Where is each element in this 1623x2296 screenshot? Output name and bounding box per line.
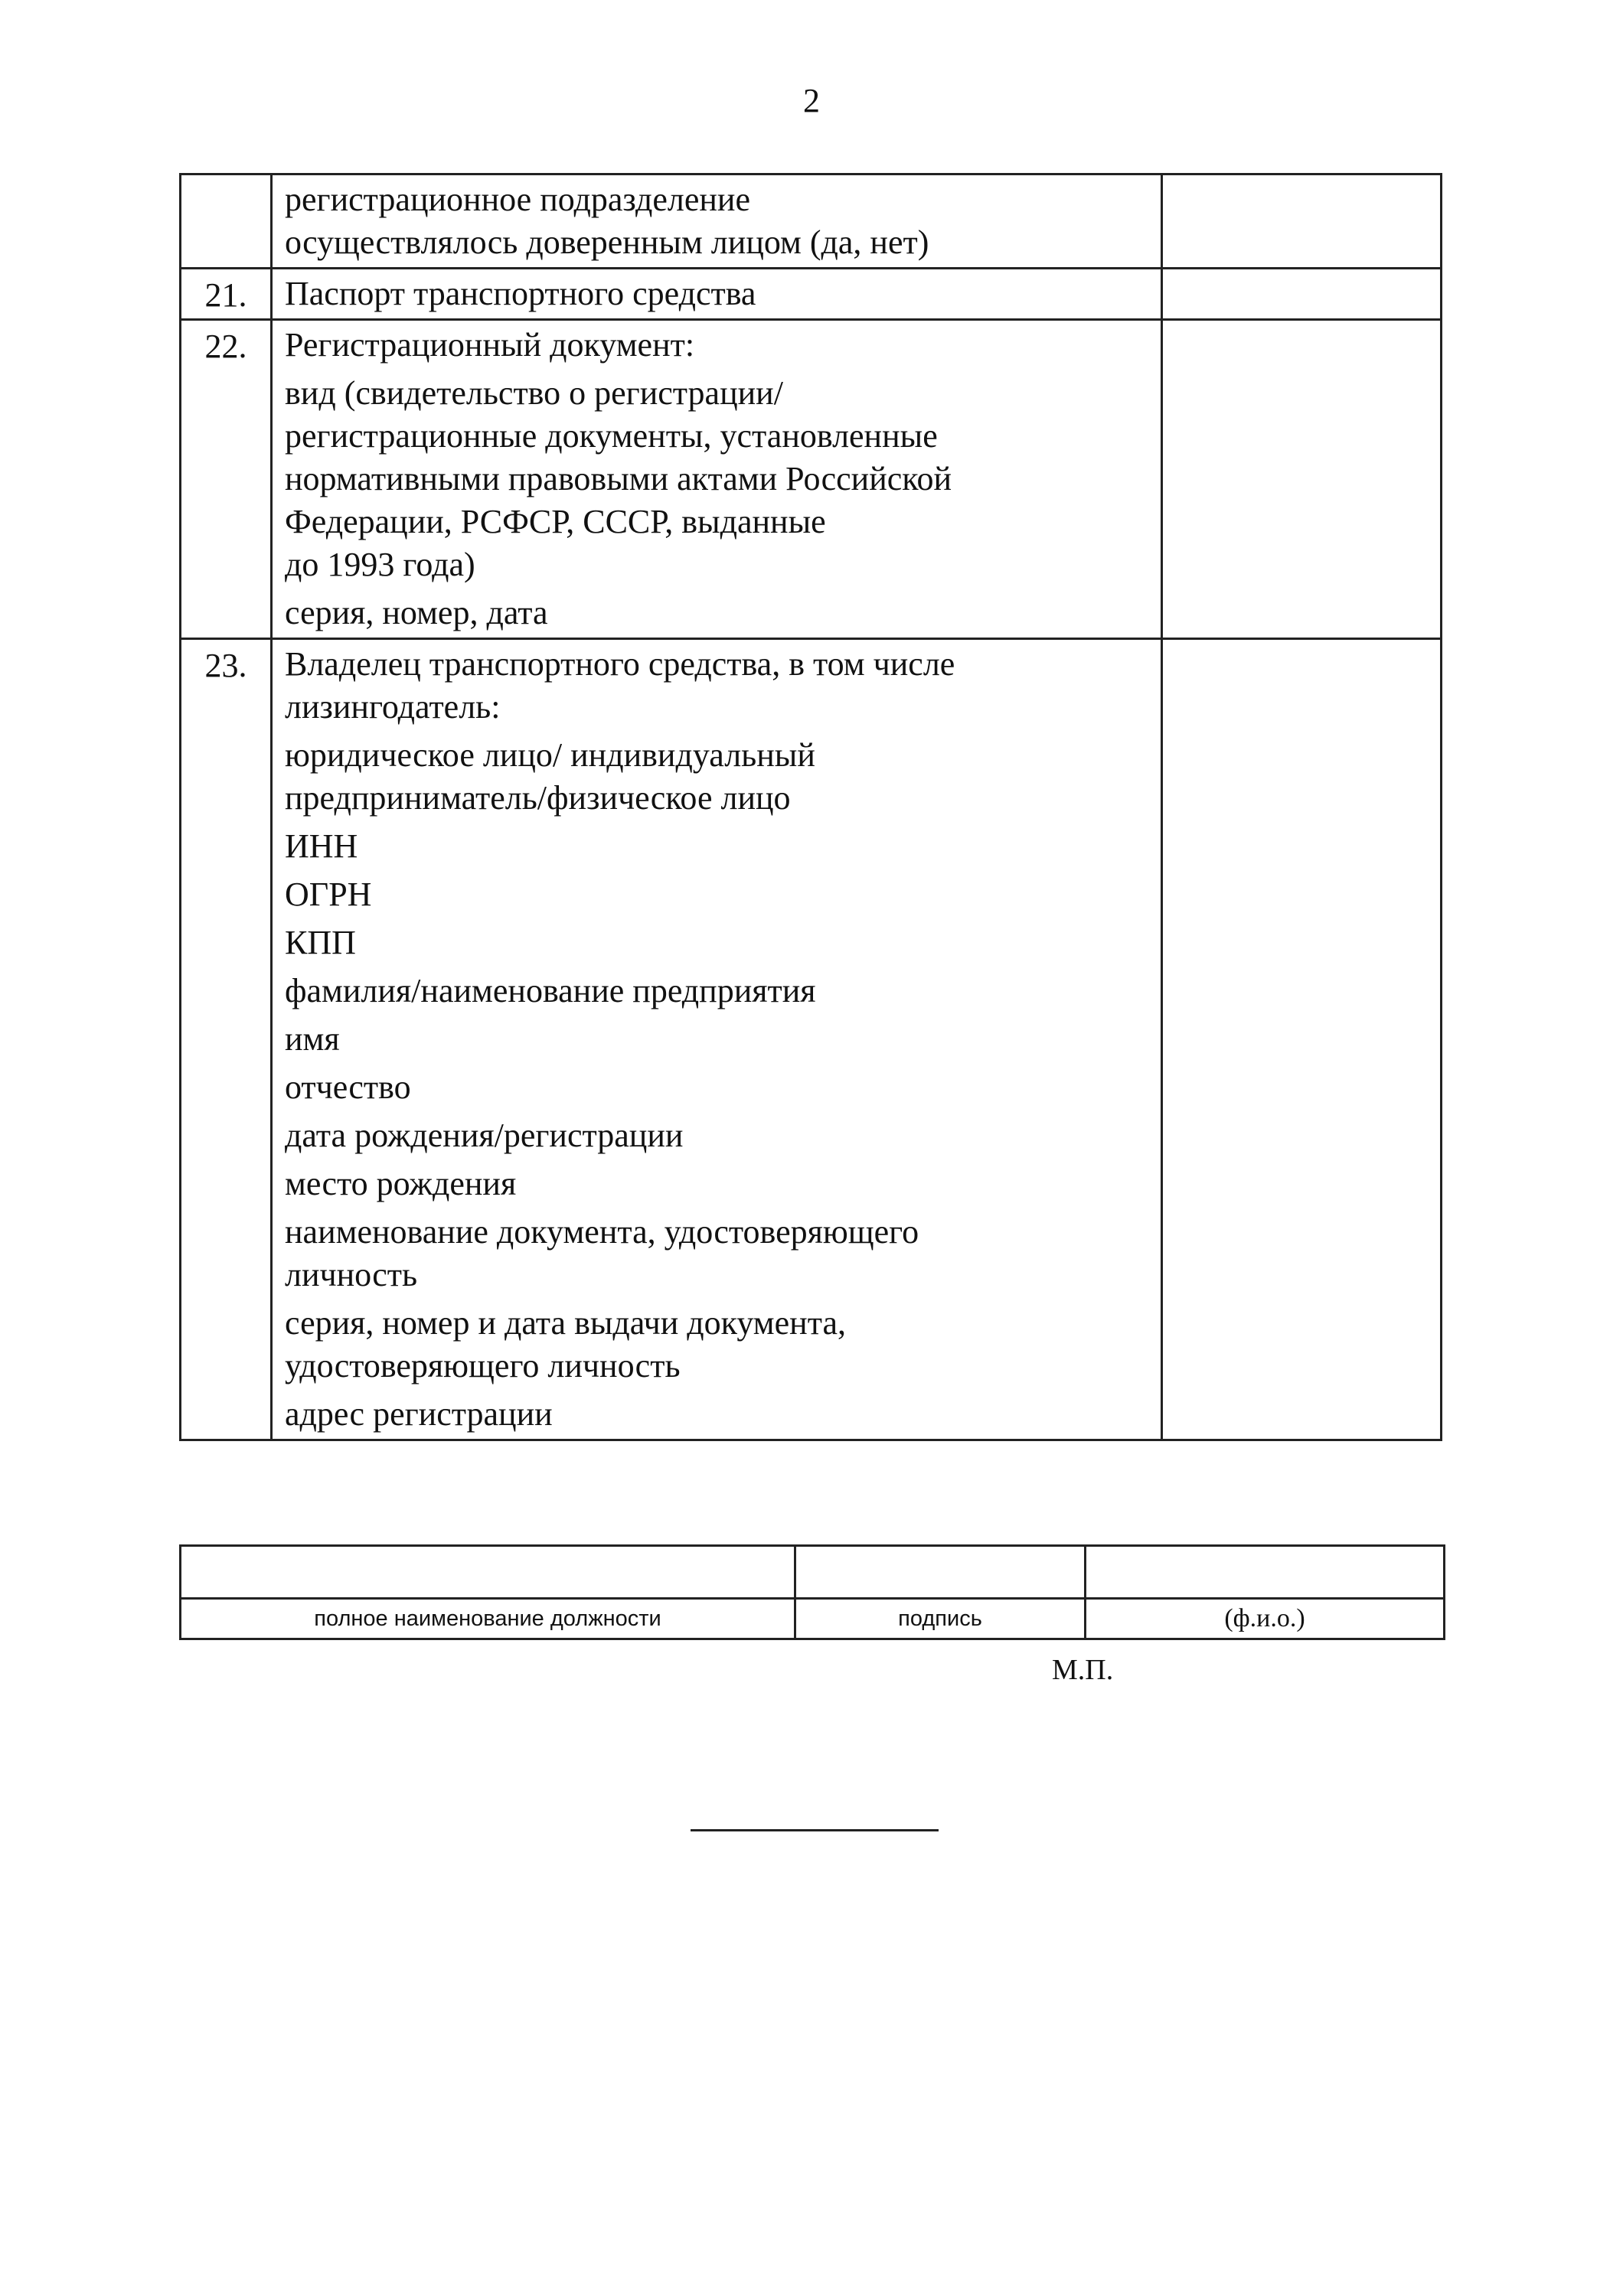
table-row [181, 639, 1442, 1440]
vehicle-data-table-body [181, 174, 1442, 1440]
row-description-cell [272, 269, 1162, 320]
field-label [285, 1114, 1150, 1157]
end-of-document-line [691, 1829, 939, 1831]
row-description-cell [272, 174, 1162, 269]
table-row [181, 269, 1442, 320]
field-label [285, 921, 1150, 964]
row-number: 22. [204, 328, 247, 365]
field-label [285, 1302, 1150, 1388]
field-label [285, 324, 1150, 367]
signature-table [179, 1544, 1445, 1640]
field-label [285, 734, 1150, 820]
field-label-line: дата рождения/регистрации [285, 1117, 684, 1154]
row-number-cell [181, 320, 272, 639]
field-label-line: регистрационное подразделение [285, 181, 751, 218]
page-number: 2 [803, 82, 820, 119]
field-label-line: юридическое лицо/ индивидуальный [285, 736, 815, 774]
field-label-line: отчество [285, 1068, 411, 1106]
signature-caption: подпись [795, 1599, 1086, 1639]
row-value-cell[interactable] [1162, 174, 1442, 269]
name-caption: (ф.и.о.) [1086, 1599, 1445, 1639]
position-caption: полное наименование должности [181, 1599, 795, 1639]
row-number-cell [181, 269, 272, 320]
field-label [285, 1018, 1150, 1061]
row-value-cell[interactable] [1162, 320, 1442, 639]
field-label [285, 1066, 1150, 1109]
field-label-line: Владелец транспортного средства, в том числе [285, 645, 955, 683]
field-label-line: Регистрационный документ: [285, 326, 695, 364]
field-label-line: фамилия/наименование предприятия [285, 972, 816, 1009]
field-label [285, 178, 1150, 264]
row-number-cell [181, 639, 272, 1440]
field-label [285, 873, 1150, 916]
table-row [181, 174, 1442, 269]
field-label-line: осуществлялось доверенным лицом (да, нет) [285, 223, 929, 261]
signature-caption-row [181, 1599, 1445, 1639]
field-label-line: удостоверяющего личность [285, 1347, 681, 1384]
row-number: 23. [204, 647, 247, 684]
field-label-line: ИНН [285, 827, 358, 865]
table-row [181, 320, 1442, 639]
field-label-line: до 1993 года) [285, 546, 475, 583]
row-number [181, 175, 270, 180]
field-label-line: адрес регистрации [285, 1395, 553, 1433]
row-value-cell[interactable] [1162, 639, 1442, 1440]
field-label-line: предприниматель/физическое лицо [285, 779, 791, 817]
field-label-line: место рождения [285, 1165, 517, 1202]
field-label [285, 825, 1150, 868]
row-number-cell [181, 174, 272, 269]
field-label [285, 1393, 1150, 1436]
field-label-line: лизингодатель: [285, 688, 501, 726]
signature-field[interactable] [795, 1546, 1086, 1599]
field-label-line: серия, номер, дата [285, 594, 548, 631]
field-label [285, 970, 1150, 1013]
signature-blank-row [181, 1546, 1445, 1599]
field-label-line: нормативными правовыми актами Российской [285, 460, 952, 497]
stamp-place-label: М.П. [1052, 1654, 1114, 1686]
field-label [285, 1163, 1150, 1205]
field-label-line: наименование документа, удостоверяющего [285, 1213, 919, 1251]
position-field[interactable] [181, 1546, 795, 1599]
row-value-cell[interactable] [1162, 269, 1442, 320]
vehicle-data-table [179, 173, 1442, 1441]
field-label-line: регистрационные документы, установленные [285, 417, 938, 455]
row-description-cell [272, 639, 1162, 1440]
field-label-line: личность [285, 1256, 418, 1293]
field-label-line: серия, номер и дата выдачи документа, [285, 1304, 847, 1342]
row-description-cell [272, 320, 1162, 639]
field-label [285, 592, 1150, 634]
field-label-line: имя [285, 1020, 340, 1058]
field-label [285, 272, 1150, 315]
field-label-line: КПП [285, 924, 356, 961]
row-number: 21. [204, 276, 247, 314]
field-label [285, 372, 1150, 586]
name-field[interactable] [1086, 1546, 1445, 1599]
field-label-line: Паспорт транспортного средства [285, 275, 756, 312]
field-label [285, 1211, 1150, 1296]
field-label [285, 643, 1150, 729]
field-label-line: ОГРН [285, 876, 372, 913]
field-label-line: вид (свидетельство о регистрации/ [285, 374, 783, 412]
field-label-line: Федерации, РСФСР, СССР, выданные [285, 503, 826, 540]
